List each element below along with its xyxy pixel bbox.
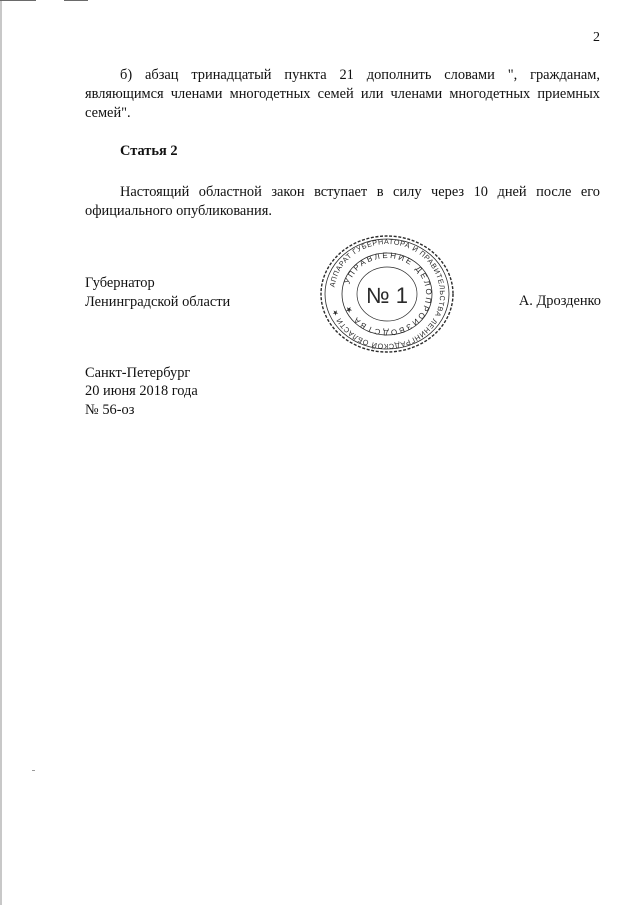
- signatory-name: А. Дрозденко: [518, 293, 601, 309]
- svg-text:АППАРАТ ГУБЕРНАТОРА И ПРАВИТЕЛ: АППАРАТ ГУБЕРНАТОРА И ПРАВИТЕЛЬСТВА ЛЕНИНГРАДСКОЙ ОБЛАСТИ ★: [327, 236, 448, 352]
- signature-title-line1: Губернатор: [85, 275, 155, 291]
- scan-mark-top-left: [0, 0, 36, 1]
- article-heading: Статья 2: [120, 143, 178, 159]
- page-number: 2: [593, 30, 600, 45]
- footer-law-number: № 56-оз: [85, 402, 135, 418]
- scan-speck: [32, 770, 35, 771]
- article-text: Настоящий областной закон вступает в силу через 10 дней после его официального опубликования.: [85, 184, 600, 219]
- amendment-paragraph: б) абзац тринадцатый пункта 21 дополнить словами ", гражданам, являющимся членами многодетных семей или членами многодетных приемных семей".: [85, 67, 600, 121]
- official-seal: [317, 233, 457, 355]
- svg-text:УПРАВЛЕНИЕ ДЕЛОПРОИЗВОДСТВА ★: УПРАВЛЕНИЕ ДЕЛОПРОИЗВОДСТВА ★: [342, 250, 434, 338]
- scan-mark-top: [64, 0, 88, 1]
- footer-date: 20 июня 2018 года: [85, 383, 198, 399]
- svg-text:№ 1: № 1: [366, 283, 408, 308]
- scan-edge-left: [0, 0, 2, 905]
- footer-city: Санкт-Петербург: [85, 365, 191, 381]
- signature-title-line2: Ленинградской области: [85, 294, 231, 310]
